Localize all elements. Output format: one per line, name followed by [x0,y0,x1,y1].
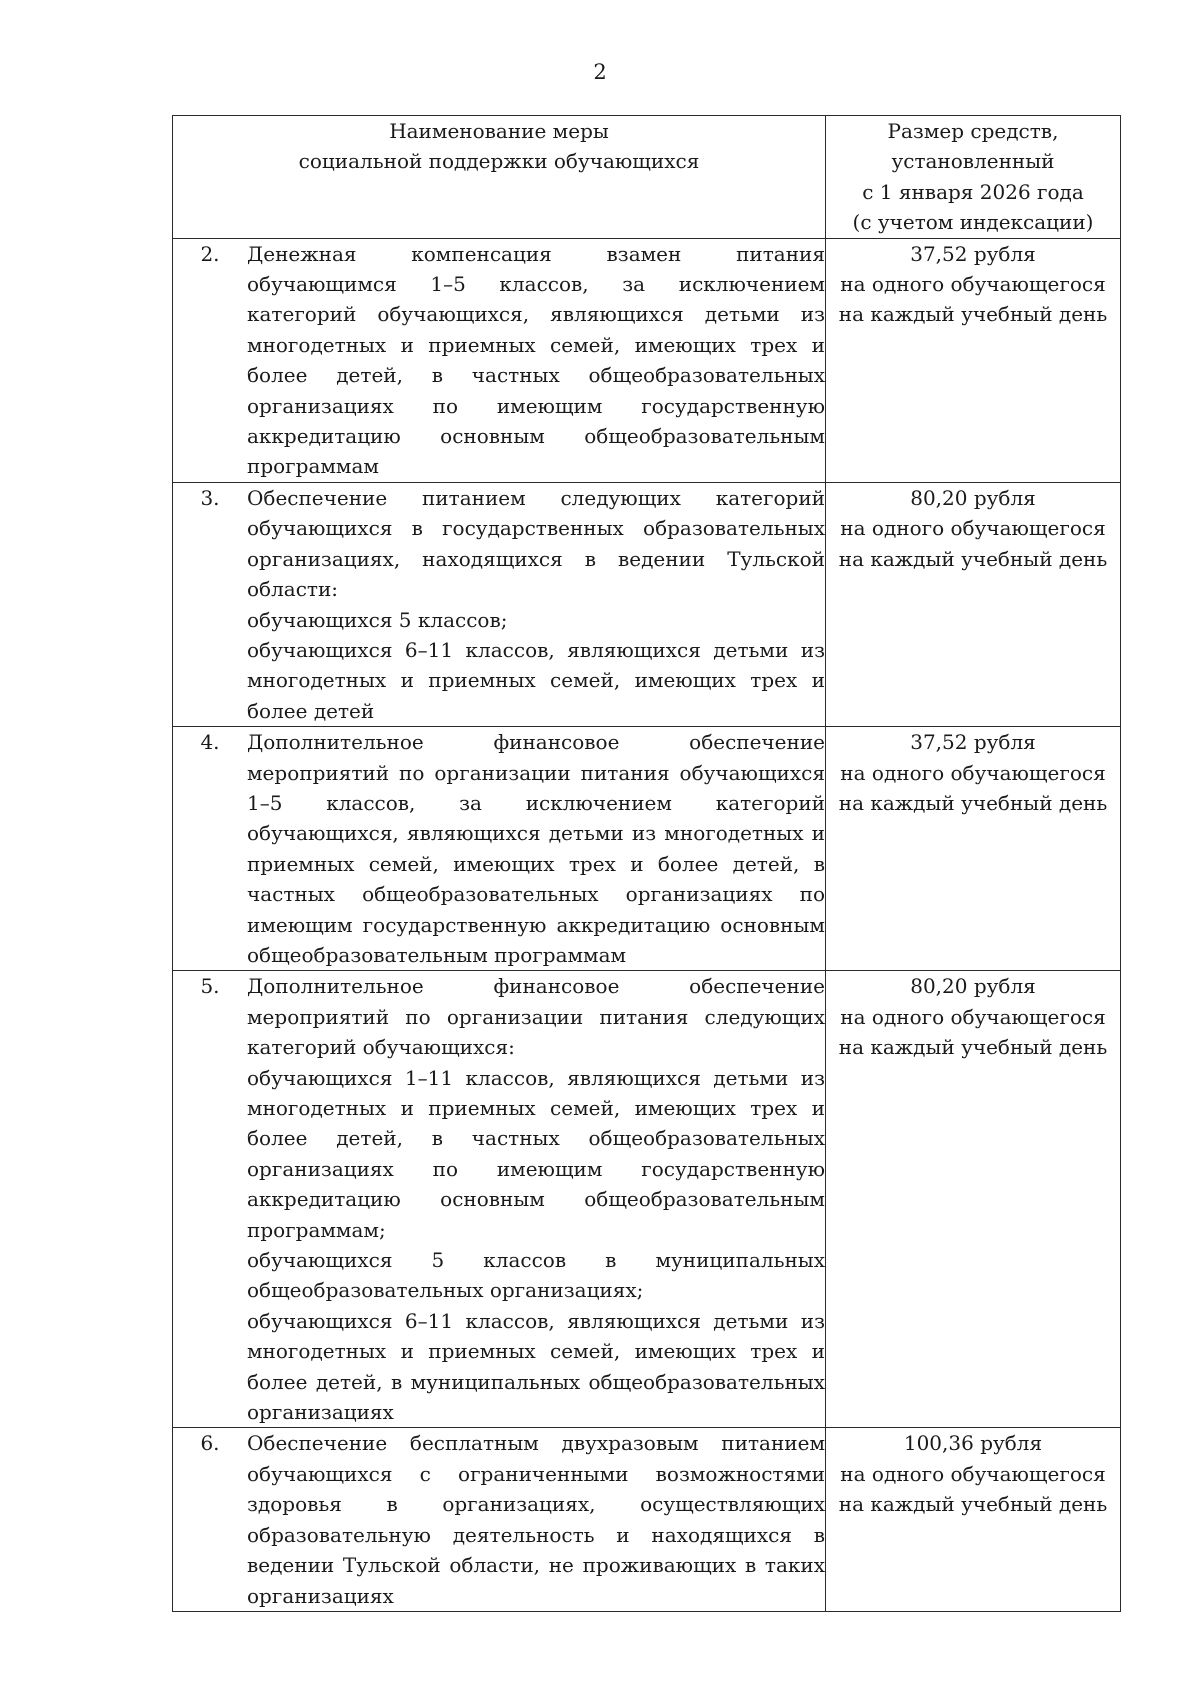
row-number: 2. [200,241,220,266]
amount-value: 80,20 рубля [910,485,1036,510]
amount-per: на одного обучающегося [840,760,1106,785]
amount-day: на каждый учебный день [838,1035,1108,1060]
header-name-line: Наименование меры [389,119,609,143]
amount-cell [826,482,1121,726]
header-amount-line: с 1 января 2026 года [862,179,1084,204]
amount-cell [826,238,1121,482]
amount-per: на одного обучающегося [840,516,1106,541]
measure-paragraph: обучающихся 5 классов в муниципальных общеобразовательных организациях; [247,1248,825,1303]
amount-day: на каждый учебный день [838,790,1108,815]
header-amount-line: (с учетом индексации) [852,210,1094,235]
measure-cell [173,727,826,971]
row-number: 5. [200,974,220,999]
amount-cell [826,1428,1121,1611]
row-number: 4. [200,730,220,755]
header-amount-line: установленный [891,149,1055,174]
measure-paragraph: обучающихся 6–11 классов, являющихся детьми из многодетных и приемных семей, имеющих трех и более детей [247,637,825,723]
table-row [173,971,1121,1428]
table-row [173,238,1121,482]
header-name-line: социальной поддержки обучающихся [298,149,700,174]
measure-paragraph: обучающихся 6–11 классов, являющихся детьми из многодетных и приемных семей, имеющих трех и более детей, в муниципальных общеобразовательных организациях [247,1308,825,1425]
measure-paragraph: Дополнительное финансовое обеспечение мероприятий по организации питания следующих категорий обучающихся: [247,974,825,1060]
table-header-row [173,116,1121,239]
header-amount [826,116,1121,239]
amount-day: на каждый учебный день [838,302,1108,327]
amount-value: 80,20 рубля [910,974,1036,999]
table-row [173,482,1121,726]
measure-paragraph: Обеспечение бесплатным двухразовым питанием обучающихся с ограниченными возможностями здоровья в организациях, осуществляющих образовательную деятельность и находящихся в ведении Тульской области, не проживающих в таких организациях [247,1431,825,1608]
measure-paragraph: обучающихся 5 классов; [247,607,508,632]
amount-per: на одного обучающегося [840,272,1106,297]
measure-paragraph: Денежная компенсация взамен питания обучающимся 1–5 классов, за исключением категорий обучающихся, являющихся детьми из многодетных и приемных семей, имеющих трех и более детей, в частных общеобразовательных организациях по имеющим государственную аккредитацию основным общеобразовательным программам [247,241,825,479]
measure-cell [173,971,826,1428]
header-measure-name [173,116,826,239]
measure-cell [173,1428,826,1611]
page-number: 2 [593,60,607,84]
measure-paragraph: обучающихся 1–11 классов, являющихся детьми из многодетных и приемных семей, имеющих трех и более детей, в частных общеобразовательных организациях по имеющим государственную аккредитацию основным общеобразовательным программам; [247,1065,825,1242]
row-number: 3. [200,485,220,510]
amount-day: на каждый учебный день [838,1492,1108,1517]
amount-day: на каждый учебный день [838,546,1108,571]
table-row [173,1428,1121,1611]
row-number: 6. [200,1431,220,1456]
measure-paragraph: Дополнительное финансовое обеспечение мероприятий по организации питания обучающихся 1–5 классов, за исключением категорий обучающихся, являющихся детьми из многодетных и приемных семей, имеющих трех и более детей, в частных общеобразовательных организациях по имеющим государственную аккредитацию основным общеобразовательным программам [247,730,825,967]
amount-cell [826,727,1121,971]
amount-value: 37,52 рубля [910,730,1036,755]
header-amount-line: Размер средств, [887,119,1059,143]
amount-per: на одного обучающегося [840,1461,1106,1486]
amount-cell [826,971,1121,1428]
measure-cell [173,482,826,726]
measure-paragraph: Обеспечение питанием следующих категорий обучающихся в государственных образовательных организациях, находящихся в ведении Тульской области: [247,485,825,602]
amount-value: 37,52 рубля [910,241,1036,266]
table-row [173,727,1121,971]
measure-cell [173,238,826,482]
amount-per: на одного обучающегося [840,1004,1106,1029]
social-support-table [172,115,1121,1612]
amount-value: 100,36 рубля [903,1431,1043,1456]
